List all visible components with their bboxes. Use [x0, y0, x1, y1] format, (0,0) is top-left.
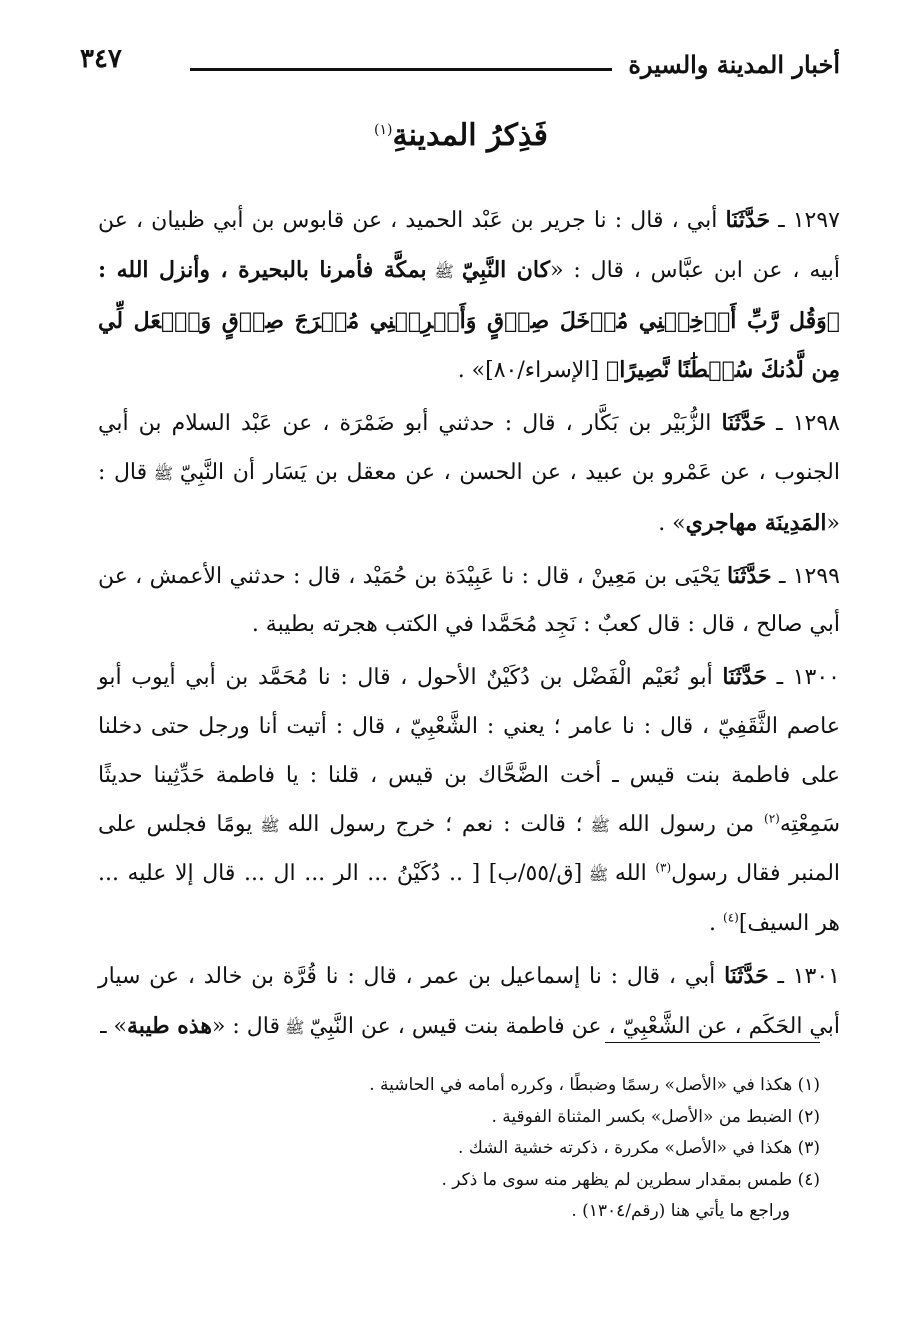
narrated-word: حَدَّثَنَا — [721, 410, 767, 437]
salawat-honorific: ﷺ — [582, 865, 615, 885]
footnote-1: (١) هكذا في «الأصل» رسمًا وضبطًا ، وكرره أمامه في الحاشية . — [369, 1075, 820, 1095]
hadith-text: يومًا فجلس على المنبر فقال رسول — [98, 811, 841, 887]
hadith-text: يَحْيَى بن مَعِينْ ، قال : نا عَبِيْدَة بن حُمَيْد ، قال : حدثني الأعمش ، عن أبي صالح ، قال : قال كعبٌ : نَجِد مُحَمَّدا في الكتب هجرته بطيبة . — [98, 563, 840, 638]
footnote-marker: (٤) — [723, 910, 739, 925]
footnote-rule — [605, 1042, 820, 1043]
hadith-1299 — [98, 552, 840, 651]
verse-reference: [الإسراء/٨٠]» . — [457, 358, 607, 384]
hadith-1298 — [98, 399, 840, 548]
footnotes — [320, 1070, 820, 1228]
hadith-number: ١٢٩٩ ـ — [778, 563, 840, 589]
header-rule — [190, 68, 612, 71]
hadith-text: » ـ — [100, 1013, 128, 1039]
hadith-text: قال : « — [98, 459, 840, 536]
narrated-word: حَدَّثَنَا — [727, 562, 772, 589]
page-number: ٣٤٧ — [80, 44, 122, 74]
hadith-number: ١٢٩٧ ـ — [778, 208, 840, 233]
hadith-number: ١٢٩٨ ـ — [776, 411, 840, 437]
hadith-quote: المَدِينَة مهاجري — [685, 509, 827, 536]
footnote-4: (٤) طمس بمقدار سطرين لم يظهر منه سوى ما ذكر . — [441, 1169, 820, 1190]
hadith-text: أبي ، قال : نا جرير بن عَبْد الحميد ، عن قابوس بن أبي ظبيان ، عن أبيه ، عن ابن عبَّاس ، قال : « — [98, 208, 841, 283]
salawat-honorific: ﷺ — [426, 261, 462, 281]
footnote-2: (٢) الضبط من «الأصل» بكسر المثناة الفوقية . — [491, 1106, 820, 1127]
salawat-honorific: ﷺ — [147, 463, 180, 483]
salawat-honorific: ﷺ — [582, 815, 618, 835]
narrated-word: حَدَّثَنَا — [722, 664, 767, 691]
section-title-text: فَذِكرُ المدينةِ — [392, 118, 548, 153]
hadith-text: أبي ، قال : نا إسماعيل بن عمر ، قال : نا قُرَّة بن خالد ، عن سيار أبي الحَكَم ، عن الشَّعْبِيّ ، عن فاطمة بنت قيس ، عن النَّبِيّ — [98, 963, 840, 1039]
narrated-word: حَدَّثَنَا — [725, 207, 771, 233]
hadith-text: » . — [658, 510, 686, 536]
hadith-quote: هذه طيبة — [127, 1012, 212, 1039]
hadith-text: الزُّبَيْر بن بَكَّار ، قال : حدثني أبو ضَمْرَة ، عن عَبْد السلام بن أبي الجنوب ، عن عَمْرو بن عبيد ، عن الحسن ، عن معقل بن يَسَار أن النَّبِيّ — [98, 411, 840, 485]
section-title — [0, 118, 922, 153]
quran-verse: ﴿وَقُل رَّبِّ أَدۡخِلۡنِي مُدۡخَلَ صِدۡقٍ وَأَخۡرِجۡنِي مُخۡرَجَ صِدۡقٍ وَٱجۡعَل لِّي مِن لَّدُنكَ سُلۡطَٰنًا نَّصِيرًا﴾ — [98, 307, 840, 384]
main-text — [98, 196, 840, 1053]
hadith-quote: بمكَّة فأمرنا بالبحيرة ، وأنزل الله : — [98, 256, 427, 283]
salawat-honorific: ﷺ — [252, 815, 288, 835]
footnote-marker: (٢) — [764, 811, 780, 826]
hadith-quote: كان النَّبِيّ — [461, 256, 551, 283]
section-footnote-marker: (١) — [374, 122, 393, 138]
hadith-1301 — [98, 952, 840, 1053]
hadith-text: الله — [614, 861, 656, 887]
running-header-title: أخبار المدينة والسيرة — [628, 50, 840, 79]
hadith-text: ؛ قالت : نعم ؛ خرج رسول الله — [287, 811, 583, 837]
hadith-number: ١٣٠١ ـ — [777, 963, 840, 989]
hadith-text: أبو نُعَيْم الْفَضْل بن دُكَيْنٌ الأحول ، قال : نا مُحَمَّد بن أبي أيوب أبو عاصم الثَّقَفِيّ ، قال : نا عامر ؛ يعني : الشَّعْبِيّ ، قال : أتيت أنا ورجل حتى دخلنا على فاطمة بنت قيس ـ أخت الضَّحَّاك بن قيس ، قلنا : يا فاطمة حَدِّثِينا حديثًا سَمِعْتِه — [98, 665, 841, 837]
hadith-1300 — [98, 653, 840, 949]
hadith-1297 — [98, 196, 840, 396]
hadith-text: . — [709, 911, 723, 937]
hadith-text: من رسول الله — [617, 811, 764, 837]
hadith-text: قال : « — [211, 1013, 280, 1039]
footnote-marker: (٣) — [655, 861, 672, 876]
footnote-3: (٣) هكذا في «الأصل» مكررة ، ذكرته خشية الشك . — [458, 1138, 820, 1158]
hadith-text: [ق/٥٥/ب] [ .. دُكَيْنُ ... الر ... ال ... قال إلا عليه ... هر السيف] — [98, 861, 840, 937]
footnote-4-continuation: وراجع ما يأتي هنا (رقم/١٣٠٤) . — [571, 1201, 790, 1221]
hadith-number: ١٣٠٠ ـ — [776, 665, 840, 691]
salawat-honorific: ﷺ — [280, 1017, 310, 1037]
narrated-word: حَدَّثَنَا — [724, 962, 769, 989]
